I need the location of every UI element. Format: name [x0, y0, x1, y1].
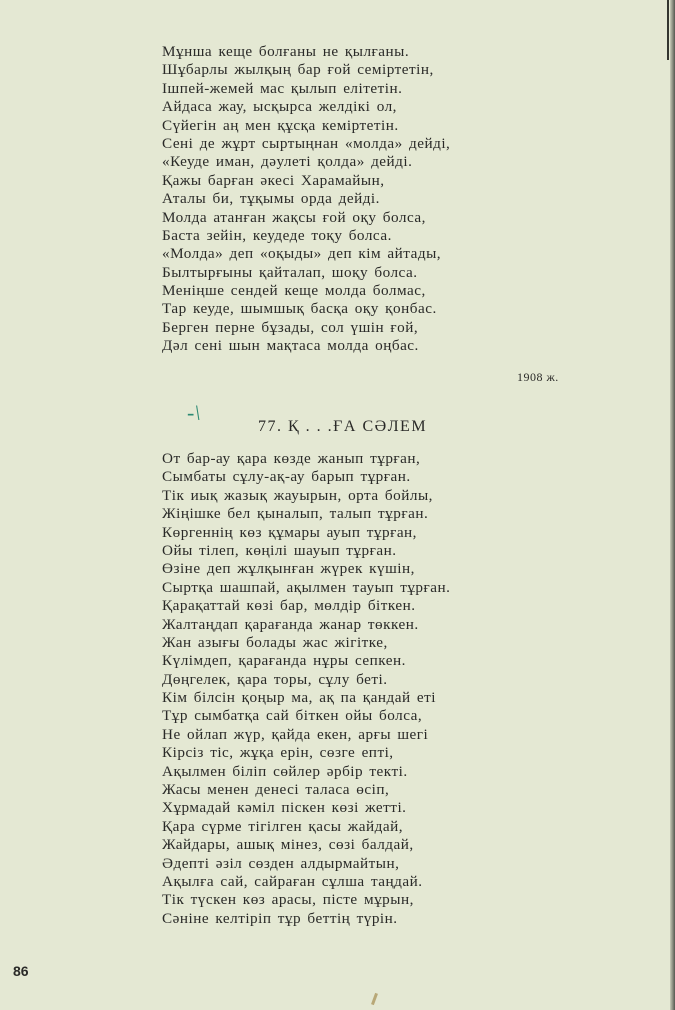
poem-line: Тар кеуде, шымшық басқа оқу қонбас.: [162, 300, 437, 318]
poem-title: 77. Қ . . .ҒА СӘЛЕМ: [258, 418, 428, 435]
poem-line: Айдаса жау, ысқырса желдікі ол,: [162, 98, 397, 116]
poem-line: Сымбаты сұлу-ақ-ау барып тұрған.: [162, 468, 411, 486]
poem-line: Молда атанған жақсы ғой оқу болса,: [162, 208, 426, 226]
paper-blemish: [371, 993, 378, 1005]
poem-line: Дәл сені шын мақтаса молда оңбас.: [162, 337, 419, 355]
poem-line: «Кеуде иман, дәулеті қолда» дейді.: [162, 153, 413, 171]
poem-line: Сыртқа шашпай, ақылмен тауып тұрған.: [162, 578, 451, 596]
poem-line: Не ойлап жүр, қайда екен, арғы шегі: [162, 725, 429, 743]
page-number: 86: [13, 963, 29, 979]
poem-line: Қарақаттай көзі бар, мөлдір біткен.: [162, 597, 416, 615]
poem-line: Тік иық жазық жауырын, орта бойлы,: [162, 486, 433, 504]
poem-line: Мұнша кеще болғаны не қылғаны.: [162, 43, 410, 60]
poem-line: Ақылмен біліп сөйлер әрбір текті.: [162, 762, 408, 780]
poem-line: Көргеннің көз құмары ауып тұрған,: [162, 523, 417, 541]
previous-poem-ending: [162, 43, 450, 356]
poem-line: Сүйегін аң мен құсқа кеміртетін.: [162, 116, 399, 134]
handwritten-margin-mark: -\: [187, 400, 201, 425]
poem-line: Қара сүрме тігілген қасы жайдай,: [162, 817, 404, 835]
poem-line: Ақылға сай, сайраған сұлша таңдай.: [162, 872, 423, 890]
page-edge-shadow: [667, 0, 669, 60]
poem-line: Жайдары, ашық мінез, сөзі балдай,: [162, 836, 414, 854]
poem-line: Сәніне келтіріп тұр беттің түрін.: [162, 909, 398, 927]
poem-line: Жіңішке бел қыналып, талып тұрған.: [162, 505, 429, 523]
poem-line: Шұбарлы жылқың бар ғой семіртетін,: [162, 61, 434, 79]
poem-line: Әдепті әзіл сөзден алдырмайтын,: [162, 854, 400, 872]
poem-line: Дөңгелек, қара торы, сұлу беті.: [162, 670, 388, 688]
poem-line: Баста зейін, кеудеде тоқу болса.: [162, 226, 392, 244]
poem-line: Жан азығы болады жас жігітке,: [162, 633, 388, 651]
poem-line: Хұрмадай кәміл піскен көзі жетті.: [162, 799, 407, 817]
poem-line: «Молда» деп «оқыды» деп кім айтады,: [162, 245, 442, 263]
poem-date: 1908 ж.: [517, 370, 559, 384]
poem-line: Күлімдеп, қарағанда нұры сепкен.: [162, 652, 406, 670]
poem-line: Кірсіз тіс, жұқа ерін, сөзге епті,: [162, 744, 394, 762]
poem-line: Меніңше сендей кеще молда болмас,: [162, 282, 426, 300]
poem-line: Тік түскен көз арасы, пісте мұрын,: [162, 891, 414, 909]
poem-line: Аталы би, тұқымы орда дейді.: [162, 190, 380, 208]
poem-body: [162, 450, 450, 928]
poem-line: Өзіне деп жұлқынған жүрек күшін,: [162, 560, 415, 578]
poem-line: От бар-ау қара көзде жанып тұрған,: [162, 450, 421, 467]
poem-line: Жасы менен денесі таласа өсіп,: [162, 781, 390, 799]
poem-line: Қажы барған әкесі Харамайын,: [162, 171, 385, 189]
poem-line: Сені де жұрт сыртыңнан «молда» дейді,: [162, 134, 451, 152]
poem-line: Жалтаңдап қарағанда жанар төккен.: [162, 615, 419, 633]
poem-line: Тұр сымбатқа сай біткен ойы болса,: [162, 707, 423, 725]
poem-line: Ойы тілеп, көңілі шауып тұрған.: [162, 541, 397, 559]
poem-line: Ішпей-жемей мас қылып елітетін.: [162, 79, 403, 97]
poem-line: Былтырғыны қайталап, шоқу болса.: [162, 263, 418, 281]
poem-line: Кім білсін қоңыр ма, ақ па қандай еті: [162, 689, 437, 707]
poem-line: Берген перне бұзады, сол үшін ғой,: [162, 318, 419, 336]
book-spine-edge: [670, 0, 675, 1010]
